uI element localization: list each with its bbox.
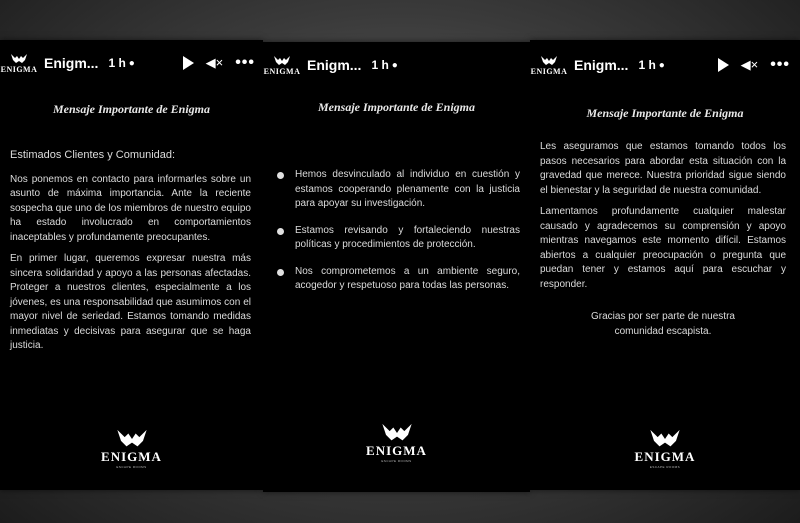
post-title: Mensaje Importante de Enigma xyxy=(586,106,744,120)
account-name[interactable]: Enigm... xyxy=(307,57,362,73)
mask-logo-icon xyxy=(10,53,28,65)
mask-logo-icon xyxy=(115,428,149,450)
story-panel-2 xyxy=(263,42,530,492)
paragraph: En primer lugar, queremos expresar nuestra más sincera solidaridad y apoyo a las personas afectadas. Proteger a nuestros clientes, especialmente a los jóvenes, es una responsabilidad que asumimos con el mayor nivel de seriedad. Estamos tomando medidas inmediatas y decisivas para asegurar que se haga justicia. xyxy=(10,253,251,351)
story-panel-1 xyxy=(0,40,263,490)
logo-text: ENIGMA xyxy=(366,443,427,458)
logo-text: ENIGMA xyxy=(263,66,301,76)
paragraph: Les aseguramos que estamos tomando todos los pasos necesarios para abordar esta situación con la gravedad que merece. Nuestra prioridad sigue siendo el bienestar y la seguridad de nuestra comunidad. xyxy=(540,141,786,196)
brand-logo xyxy=(263,422,530,463)
post-time: 1 h xyxy=(638,58,656,72)
post-title: Mensaje Importante de Enigma xyxy=(317,100,475,114)
post-time: 1 h xyxy=(108,56,126,70)
post-body xyxy=(10,148,251,361)
more-icon[interactable]: ••• xyxy=(235,54,255,71)
post-title: Mensaje Importante de Enigma xyxy=(52,102,210,116)
mask-logo-icon xyxy=(380,422,414,444)
mute-icon[interactable]: ◀× xyxy=(740,57,759,72)
story-header xyxy=(263,50,530,80)
play-icon[interactable] xyxy=(718,58,729,72)
account-avatar[interactable] xyxy=(263,55,301,76)
story-header xyxy=(530,50,800,80)
account-name[interactable]: Enigm... xyxy=(44,55,99,71)
greeting: Estimados Clientes y Comunidad: xyxy=(10,149,176,161)
brand-logo xyxy=(530,428,800,469)
mute-icon[interactable]: ◀× xyxy=(205,55,224,70)
play-icon[interactable] xyxy=(183,56,194,70)
mask-logo-icon xyxy=(648,428,682,450)
globe-icon: ● xyxy=(658,59,665,71)
bullet-list xyxy=(275,168,520,294)
logo-text: ENIGMA xyxy=(530,66,568,76)
post-time: 1 h xyxy=(371,58,389,72)
brand-logo xyxy=(0,428,263,469)
logo-text: ENIGMA xyxy=(634,449,696,464)
post-body xyxy=(275,168,520,306)
list-item: Hemos desvinculado al individuo en cuestión y estamos cooperando plenamente con la justicia para apoyar su investigación. xyxy=(275,168,520,212)
logo-tagline: ESCAPE ROOMS xyxy=(116,465,147,469)
logo-text: ENIGMA xyxy=(0,64,38,74)
account-avatar[interactable] xyxy=(530,55,568,76)
logo-tagline: ESCAPE ROOMS xyxy=(649,465,681,469)
logo-tagline: ESCAPE ROOMS xyxy=(381,459,412,463)
account-name[interactable]: Enigm... xyxy=(574,57,629,73)
logo-text: ENIGMA xyxy=(101,449,162,464)
story-panel-3 xyxy=(530,40,800,490)
list-item: Nos comprometemos a un ambiente seguro, acogedor y respetuoso para todas las personas. xyxy=(275,265,520,294)
account-avatar[interactable] xyxy=(0,53,38,74)
globe-icon: ● xyxy=(391,59,398,71)
paragraph: Nos ponemos en contacto para informarles sobre un asunto de máxima importancia. Ante la reciente sospecha que uno de los miembros de nuestro equipo ha estado involucrado en comportamientos inaceptables y profundamente preocupantes. xyxy=(10,173,251,243)
globe-icon: ● xyxy=(128,57,135,69)
paragraph: Lamentamos profundamente cualquier malestar causado y agradecemos su comprensión y apoyo mientras navegamos este momento difícil. Estamos abiertos a cualquier preocupación o pregunta que puedan tener y estamos aquí para escuchar y responder. xyxy=(540,206,786,290)
list-item: Estamos revisando y fortaleciendo nuestras políticas y procedimientos de protección. xyxy=(275,224,520,253)
post-body xyxy=(540,140,786,346)
story-header xyxy=(0,48,263,78)
mask-logo-icon xyxy=(540,55,558,67)
mask-logo-icon xyxy=(273,55,291,67)
more-icon[interactable]: ••• xyxy=(770,56,790,73)
closing-text: Gracias por ser parte de nuestra comunidad escapista. xyxy=(591,311,735,337)
